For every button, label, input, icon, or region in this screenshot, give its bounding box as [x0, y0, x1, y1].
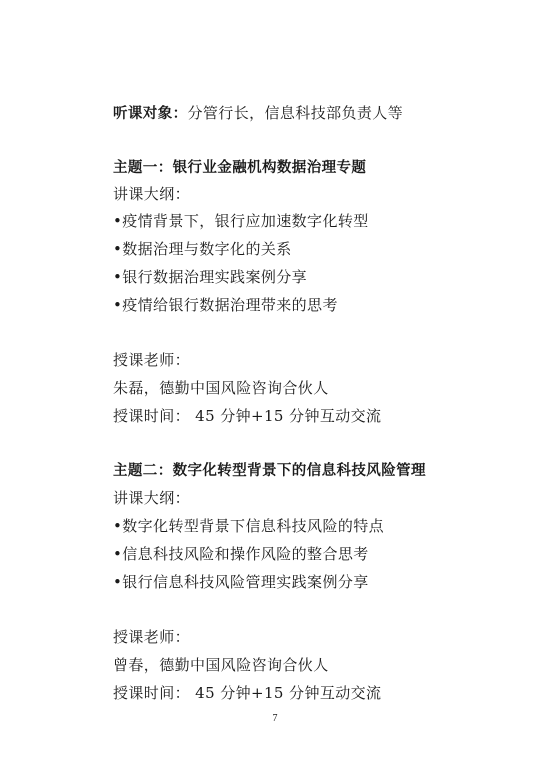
- audience-label: 听课对象：: [113, 106, 188, 122]
- topic2-teacher: 曾春，德勤中国风险咨询合伙人: [113, 656, 329, 674]
- topic2-bullet-1: •数字化转型背景下信息科技风险的特点: [113, 517, 385, 535]
- topic1-time: 授课时间： 45 分钟+15 分钟互动交流: [113, 407, 382, 425]
- topic2-bullet-2: •信息科技风险和操作风险的整合思考: [113, 545, 369, 563]
- topic1-teacher-label: 授课老师：: [113, 351, 191, 369]
- topic1-bullet-4: •疫情给银行数据治理带来的思考: [113, 296, 338, 314]
- topic1-teacher: 朱磊，德勤中国风险咨询合伙人: [113, 379, 329, 397]
- topic1-bullet-3: •银行数据治理实践案例分享: [113, 268, 308, 286]
- topic1-bullet-2: •数据治理与数字化的关系: [113, 240, 292, 258]
- audience-value: 分管行长，信息科技部负责人等: [187, 104, 404, 122]
- topic1-outline-label: 讲课大纲：: [113, 185, 191, 203]
- audience-line: [113, 103, 403, 124]
- topic2-teacher-label: 授课老师：: [113, 628, 191, 646]
- topic2-title: 主题二：数字化转型背景下的信息科技风险管理: [113, 463, 426, 479]
- topic2-outline-label: 讲课大纲：: [113, 489, 191, 507]
- topic1-bullet-1: •疫情背景下，银行应加速数字化转型: [113, 212, 369, 230]
- page-number: 7: [272, 713, 278, 724]
- topic2-time: 授课时间： 45 分钟+15 分钟互动交流: [113, 684, 382, 702]
- topic2-bullet-3: •银行信息科技风险管理实践案例分享: [113, 573, 369, 591]
- topic1-title: 主题一：银行业金融机构数据治理专题: [113, 160, 367, 176]
